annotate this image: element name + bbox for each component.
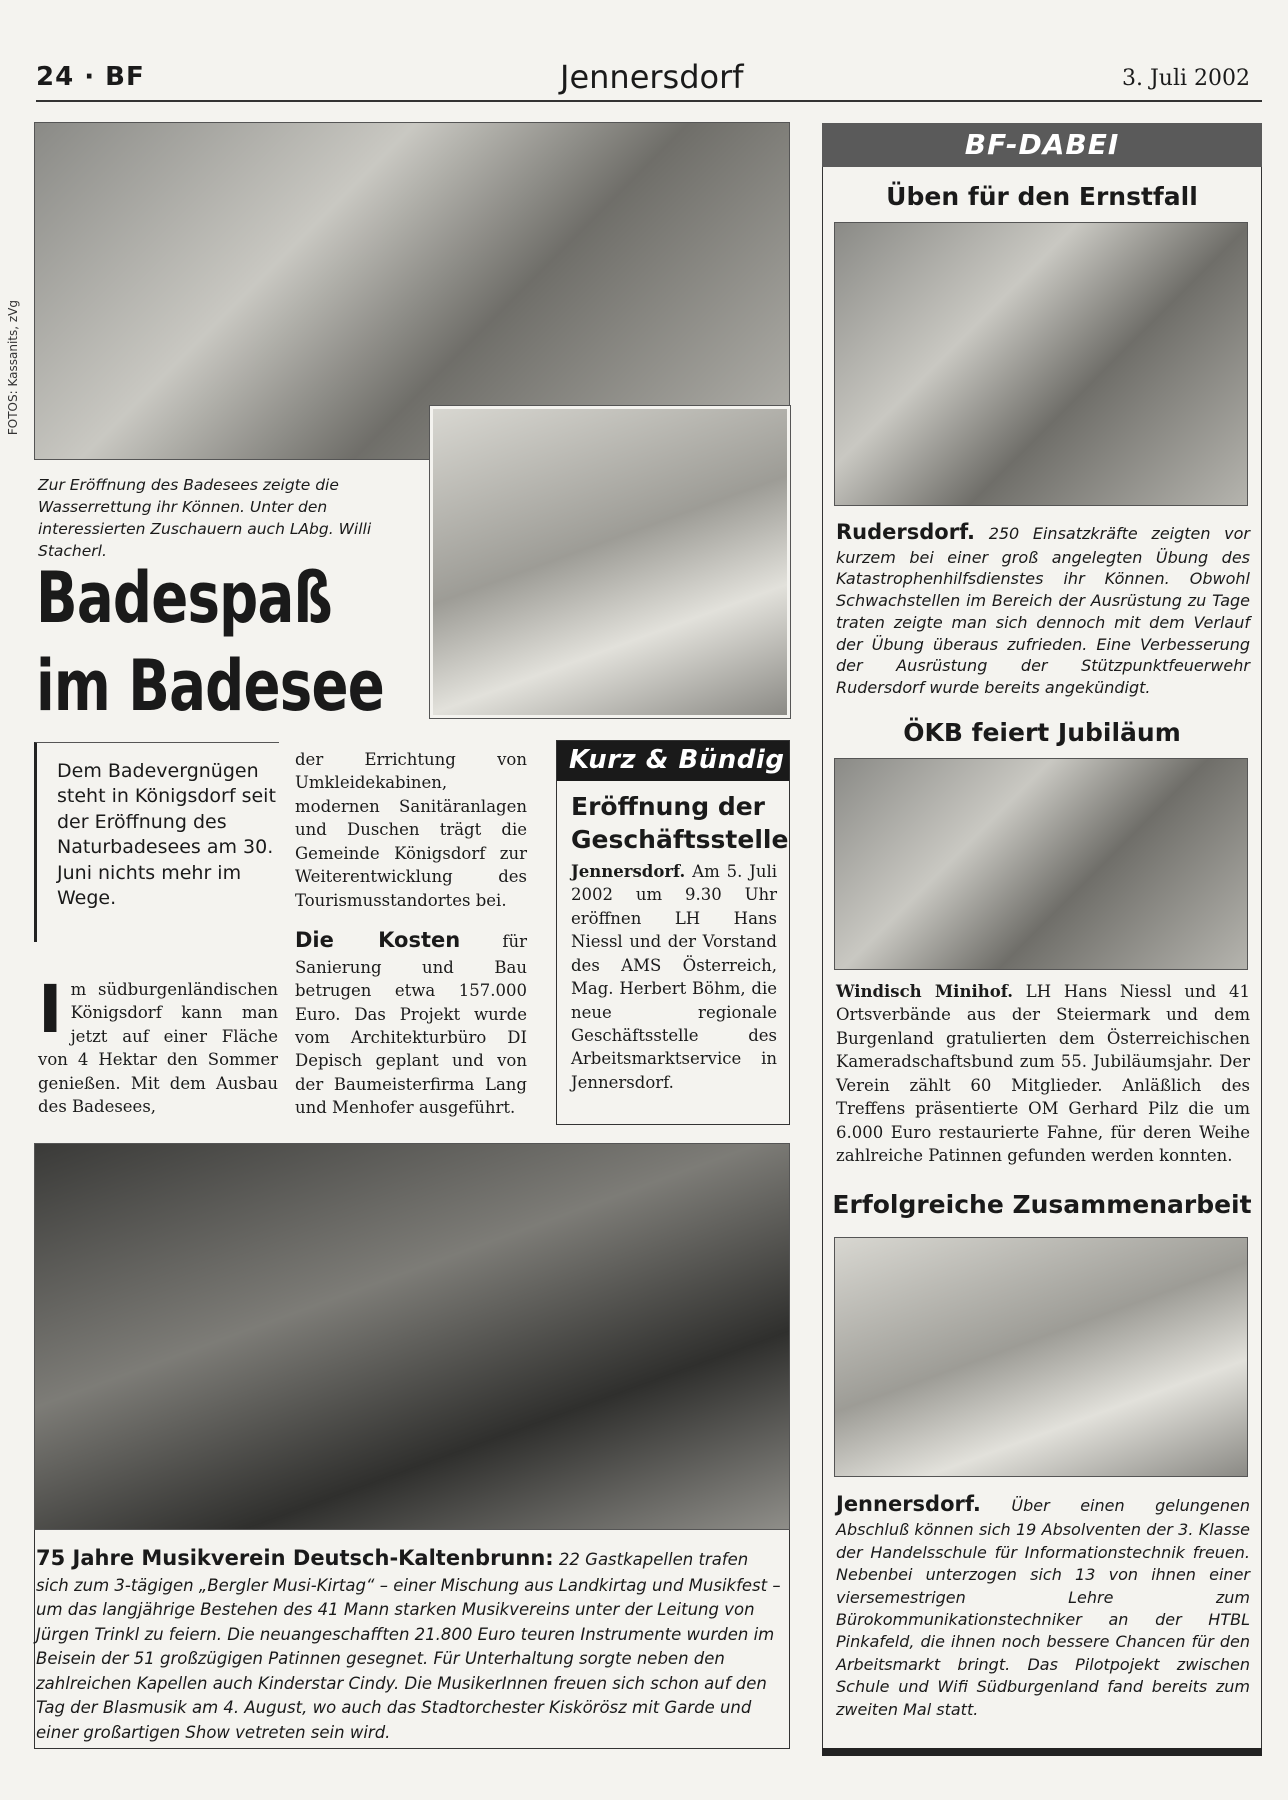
- headline-line-1: Badespaß: [36, 557, 333, 639]
- drop-cap: I: [38, 971, 63, 1048]
- kurz-buendig-box: [556, 740, 790, 1125]
- headline-line-2: im Badesee: [36, 644, 384, 727]
- okb-headline: ÖKB feiert Jubiläum: [903, 718, 1181, 747]
- okb-group-photo: [834, 758, 1248, 970]
- kurz-buendig-text: [557, 860, 789, 1094]
- exercise-place: Rudersdorf.: [836, 520, 976, 544]
- music-club-photo: [34, 1143, 790, 1530]
- water-rescue-photo: [430, 406, 790, 718]
- cooperation-body: Über einen gelungenen Abschluß können sich 19 Absolventen der 3. Klasse der Handelsschule für Informationstechnik freuen. Nebenbei unterzogen sich 13 von ihnen einer viersemestrigen Lehre zum Bürokommunikationstechniker an der HTBL Pinkafeld, die ihnen noch bessere Chancen für den Arbeitsmarkt bringt. Das Pilotpojekt zwischen Schule und Wifi Südburgenland fand bereits zum zweiten Mal statt.: [836, 1496, 1250, 1719]
- body-text-2: der Errichtung von Umkleidekabinen, modernen Sanitäranlagen und Duschen trägt die Gemeinde Königsdorf zur Weiterentwicklung des Tourismusstandortes bei.: [295, 750, 527, 910]
- truck-exercise-photo: [834, 222, 1248, 506]
- bf-dabei-bar: BF-DABEI: [822, 123, 1262, 167]
- exercise-body: 250 Einsatzkräfte zeigten vor kurzem bei einer groß angelegten Übung des Katastrophenhilfsdienstes ihr Können. Obwohl Schwachstellen im Bereich der Ausrüstung zu Tage traten zeigte man sich dennoch mit dem Verlauf der Übung überaus zufrieden. Eine Verbesserung der Ausrüstung der Stützpunktfeuerwehr Rudersdorf wurde bereits angekündigt.: [836, 524, 1250, 698]
- photo-credit: FOTOS: Kassanits, zVg: [6, 300, 20, 436]
- music-caption: [36, 1543, 786, 1745]
- kurz-buendig-headline: Eröffnung der Geschäftsstelle: [571, 792, 789, 854]
- bottom-box-left: [34, 1530, 35, 1748]
- okb-place: Windisch Minihof.: [836, 982, 1013, 1001]
- exercise-text: [836, 518, 1250, 699]
- graduates-photo: [834, 1237, 1248, 1477]
- right-bottom-rule: [822, 1748, 1262, 1756]
- kosten-text: für Sanierung und Bau betrugen etwa 157.000 Euro. Das Projekt wurde vom Architekturbüro DI Depisch geplant und von der Baumeisterfirma Lang und Menhofer ausgeführt.: [295, 931, 527, 1118]
- kurz-buendig-body: Am 5. Juli 2002 um 9.30 Uhr eröffnen LH Hans Niessl und der Vorstand des AMS Österreich, Mag. Herbert Böhm, die neue regionale Geschäftsstelle des Arbeitsmarktservice in Jennersdorf.: [571, 862, 777, 1092]
- bottom-box-bottom: [34, 1748, 790, 1749]
- article-lead: Dem Badevergnügen steht in Königsdorf seit der Eröffnung des Naturbadesees am 30. Juni nichts mehr im Wege.: [34, 742, 279, 942]
- article-body-col1: [38, 971, 278, 1119]
- header-rule: [36, 100, 1262, 102]
- kosten-paragraph: [295, 926, 527, 1120]
- body-text-1: m südburgenländischen Königsdorf kann man jetzt auf einer Fläche von 4 Hektar den Sommer genießen. Mit dem Ausbau des Badesees,: [38, 980, 278, 1117]
- main-headline: [36, 555, 384, 730]
- page-number: 24 · BF: [36, 62, 145, 92]
- photo-caption-top: Zur Eröffnung des Badesees zeigte die Wasserrettung ihr Können. Unter den interessierten Zuschauern auch LAbg. Willi Stacherl.: [38, 476, 372, 560]
- cooperation-place: Jennersdorf.: [836, 1492, 981, 1516]
- okb-body: LH Hans Niessl und 41 Ortsverbände aus der Steiermark und dem Burgenland gratulierten dem Österreichischen Kameradschaftsbund zum 55. Jubiläumsjahr. Der Verein zählt 60 Mitglieder. Anläßlich des Treffens präsentierte OM Gerhard Pilz die um 6.000 Euro restaurierte Fahne, für deren Weihe zahlreiche Patinnen gefunden werden konnten.: [836, 982, 1250, 1165]
- cooperation-headline: Erfolgreiche Zusammenarbeit: [832, 1190, 1252, 1219]
- article-body-col2: [295, 748, 527, 1120]
- exercise-headline: Üben für den Ernstfall: [886, 182, 1198, 211]
- music-caption-text: 22 Gastkapellen trafen sich zum 3-tägigen „Bergler Musi-Kirtag“ – einer Mischung aus Landkirtag und Musikfest – um das langjährige Bestehen des 41 Mann starken Musikvereins unter der Leitung von Jürgen Trinkl zu feiern. Die neuangeschafften 21.800 Euro teuren Instrumente wurden im Beisein der 51 großzügigen Patinnen gesegnet. Für Unterhaltung sorgte neben den zahlreichen Kapellen auch Kinderstar Cindy. Die MusikerInnen freuen sich schon auf den Tag der Blasmusik am 4. August, wo auch das Stadtorchester Kiskörösz mit Garde und einer großartigen Show vetreten sein wird.: [36, 1550, 781, 1742]
- issue-date: 3. Juli 2002: [1121, 66, 1250, 91]
- music-caption-lead: 75 Jahre Musikverein Deutsch-Kaltenbrunn:: [36, 1546, 554, 1570]
- section-title: Jennersdorf: [560, 58, 744, 96]
- kurz-buendig-title: Kurz & Bündig: [557, 741, 789, 781]
- okb-text: [836, 980, 1250, 1167]
- cooperation-text: [836, 1490, 1250, 1721]
- kosten-subhead: Die Kosten: [295, 927, 461, 952]
- bottom-box-right: [789, 1530, 790, 1748]
- kurz-buendig-place: Jennersdorf.: [571, 862, 686, 881]
